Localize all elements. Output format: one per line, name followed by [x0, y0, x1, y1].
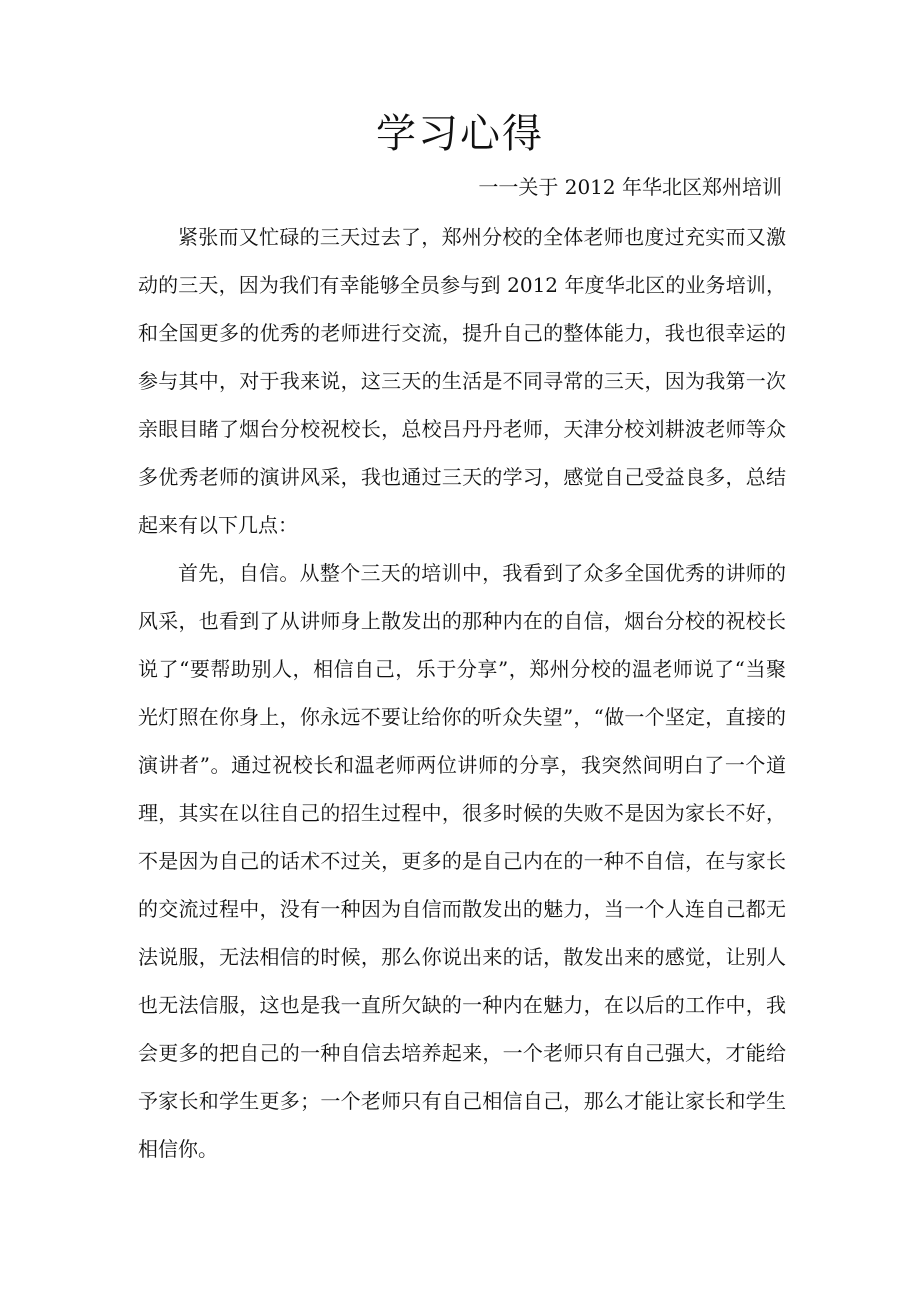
document-title: 学习心得	[376, 111, 544, 157]
document-subtitle: 一一关于 2012 年华北区郑州培训	[478, 175, 782, 199]
paragraph-2: 首先，自信。从整个三天的培训中，我看到了众多全国优秀的讲师的风采，也看到了从讲师身上散发出的那种内在的自信，烟台分校的祝校长说了“要帮助别人，相信自己，乐于分享”，郑州分校的温老师说了“当聚光灯照在你身上，你永远不要让给你的听众失望”，“做一个坚定，直接的演讲者”。通过祝校长和温老师两位讲师的分享，我突然间明白了一个道理，其实在以往自己的招生过程中，很多时候的失败不是因为家长不好，不是因为自己的话术不过关，更多的是自己内在的一种不自信，在与家长的交流过程中，没有一种因为自信而散发出的魅力，当一个人连自己都无法说服，无法相信的时候，那么你说出来的话，散发出来的感觉，让别人也无法信服，这也是我一直所欠缺的一种内在魅力，在以后的工作中，我会更多的把自己的一种自信去培养起来，一个老师只有自己强大，才能给予家长和学生更多；一个老师只有自己相信自己，那么才能让家长和学生相信你。	[138, 561, 786, 1161]
paragraph-1: 紧张而又忙碌的三天过去了，郑州分校的全体老师也度过充实而又激动的三天，因为我们有幸能够全员参与到 2012 年度华北区的业务培训，和全国更多的优秀的老师进行交流，提升自己的整体能力，我也很幸运的参与其中，对于我来说，这三天的生活是不同寻常的三天，因为我第一次亲眼目睹了烟台分校祝校长，总校吕丹丹老师，天津分校刘耕波老师等众多优秀老师的演讲风采，我也通过三天的学习，感觉自己受益良多，总结起来有以下几点：	[138, 225, 786, 537]
